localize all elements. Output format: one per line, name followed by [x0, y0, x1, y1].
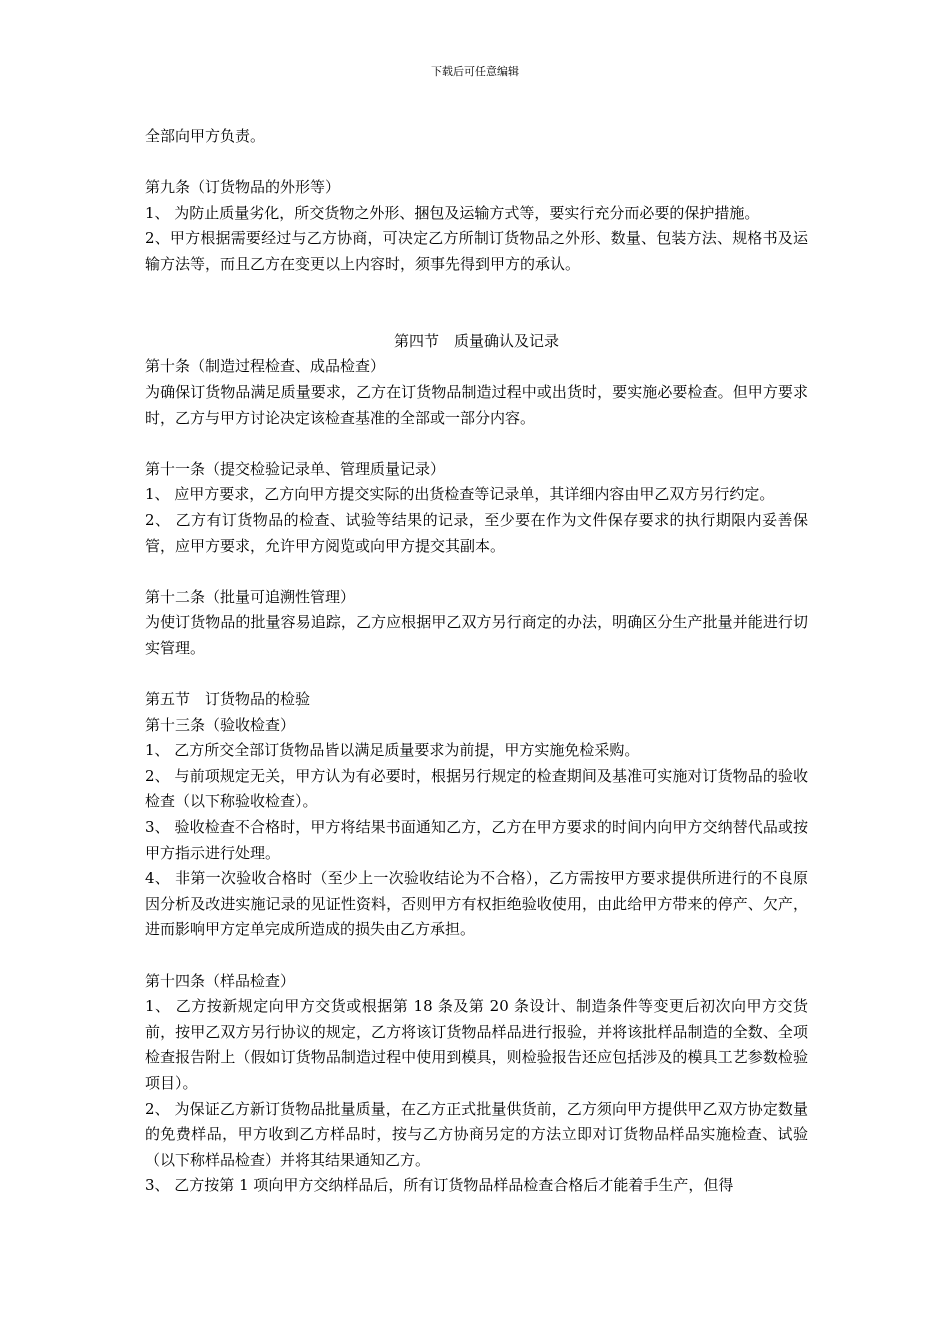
- article-12-body: 为使订货物品的批量容易追踪，乙方应根据甲乙双方另行商定的办法，明确区分生产批量并能进行切实管理。: [145, 613, 808, 657]
- article-11-item-1: 1、 应甲方要求，乙方向甲方提交实际的出货检查等记录单，其详细内容由甲乙双方另行约定。: [145, 485, 775, 504]
- article-14-item-2: 2、 为保证乙方新订货物品批量质量，在乙方正式批量供货前，乙方须向甲方提供甲乙双方协定数量的免费样品，甲方收到乙方样品时，按与乙方协商另定的方法立即对订货物品样品实施检查、试验（以下称样品检查）并将其结果通知乙方。: [145, 1099, 808, 1169]
- article-10-heading: 第十条（制造过程检查、成品检查）: [145, 357, 386, 376]
- article-13-item-3: 3、 验收检查不合格时，甲方将结果书面通知乙方，乙方在甲方要求的时间内向甲方交纳替代品或按甲方指示进行处理。: [145, 818, 808, 862]
- article-12-heading: 第十二条（批量可追溯性管理）: [145, 587, 356, 606]
- article-13-item-2: 2、 与前项规定无关，甲方认为有必要时，根据另行规定的检查期间及基准可实施对订货物品的验收检查（以下称验收检查）。: [145, 766, 808, 811]
- article-14-heading: 第十四条（样品检查）: [145, 971, 296, 990]
- article-9-heading: 第九条（订货物品的外形等）: [145, 178, 341, 197]
- spacer: [145, 559, 808, 585]
- section-4-heading: 第四节 质量确认及记录: [393, 331, 559, 350]
- article-13-item-4: 4、 非第一次验收合格时（至少上一次验收结论为不合格），乙方需按甲方要求提供所进行的不良原因分析及改进实施记录的见证性资料，否则甲方有权拒绝验收使用，由此给甲方带来的停产、欠产，进而影响甲方定单完成所造成的损失由乙方承担。: [145, 869, 808, 939]
- document-body: [145, 124, 808, 1199]
- page-header: 下载后可任意编辑: [431, 65, 519, 78]
- spacer: [145, 431, 808, 457]
- article-13-heading: 第十三条（验收检查）: [145, 715, 296, 734]
- spacer: [145, 661, 808, 687]
- spacer: [145, 150, 808, 176]
- article-13-item-1: 1、 乙方所交全部订货物品皆以满足质量要求为前提，甲方实施免检采购。: [145, 741, 640, 760]
- spacer: [145, 278, 808, 329]
- paragraph-continuation: 全部向甲方负责。: [145, 127, 266, 145]
- article-9-item-2: 2、甲方根据需要经过与乙方协商，可决定乙方所制订货物品之外形、数量、包装方法、规格书及运输方法等，而且乙方在变更以上内容时，须事先得到甲方的承认。: [145, 229, 808, 273]
- article-9-item-1: 1、 为防止质量劣化，所交货物之外形、捆包及运输方式等，要实行充分而必要的保护措施。: [145, 203, 760, 222]
- article-10-body: 为确保订货物品满足质量要求，乙方在订货物品制造过程中或出货时，要实施必要检查。但甲方要求时，乙方与甲方讨论决定该检查基准的全部或一部分内容。: [145, 382, 808, 427]
- article-14-item-3: 3、 乙方按第 1 项向甲方交纳样品后，所有订货物品样品检查合格后才能着手生产，但得: [145, 1176, 734, 1195]
- spacer: [145, 943, 808, 969]
- article-11-item-2: 2、 乙方有订货物品的检查、试验等结果的记录，至少要在作为文件保存要求的执行期限内妥善保管，应甲方要求，允许甲方阅览或向甲方提交其副本。: [145, 510, 808, 555]
- article-11-heading: 第十一条（提交检验记录单、管理质量记录）: [145, 459, 446, 478]
- article-14-item-1: 1、 乙方按新规定向甲方交货或根据第 18 条及第 20 条设计、制造条件等变更后初次向甲方交货前，按甲乙双方另行协议的规定，乙方将该订货物品样品进行报验，并将该批样品制造的全数、全项检查报告附上（假如订货物品制造过程中使用到模具，则检验报告还应包括涉及的模具工艺参数检验项目）。: [145, 997, 808, 1092]
- section-5-heading: 第五节 订货物品的检验: [145, 690, 311, 709]
